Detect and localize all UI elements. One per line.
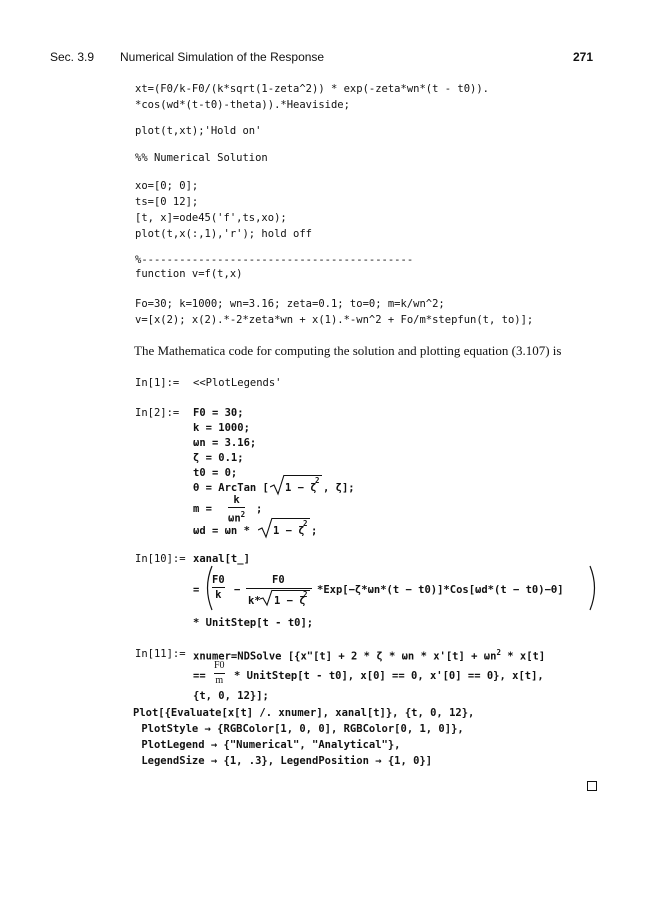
code-line: {t, 0, 12}];: [193, 690, 269, 702]
code-separator: %-------------------------------------------: [135, 254, 414, 266]
code-line: ζ = 0.1;: [193, 452, 244, 464]
code-line: ωn = 3.16;: [193, 437, 257, 449]
code-line: xnumer=NDSolve [{x"[t] + $2 * \zeta * \omega n * x'[t] + \omega n^2 * x[t]$: [193, 648, 546, 663]
sqrt-sign: [260, 589, 274, 607]
body-text: The Mathematica code for computing the solution and plotting equation (3.107) is: [134, 343, 562, 358]
code-line: * UnitStep[t - t0];: [193, 617, 314, 629]
page-number: 271: [573, 50, 594, 64]
sqrt-sign: [270, 474, 286, 496]
sqrt-sign: [258, 517, 274, 539]
theta-rhs: , ζ];: [323, 482, 355, 494]
end-box-icon: [587, 781, 597, 791]
code-line: xo=[0; 0];: [135, 180, 199, 192]
code-line: plot(t,xt);'Hold on': [135, 125, 262, 137]
numerator: F0: [214, 660, 225, 671]
minus-sign: −: [234, 584, 241, 596]
numerator: k: [233, 494, 240, 506]
wd-radicand: 1 − ζ: [273, 525, 305, 537]
numerator: F0: [272, 574, 285, 586]
m-semi: ;: [256, 503, 263, 515]
code-line: LegendSize → {1, .3}, LegendPosition → {1, 0}]: [135, 755, 433, 767]
superscript: 2: [303, 519, 308, 528]
superscript: 2: [303, 590, 308, 599]
theta-radicand: 1 − ζ: [285, 482, 317, 494]
code-line: Fo=30; k=1000; wn=3.16; zeta=0.1; to=0; m=k/wn^2;: [135, 298, 445, 310]
wd-lhs: ωd = ωn *: [193, 525, 250, 537]
denominator: k: [215, 589, 222, 601]
section-label: Sec. 3.9: [50, 50, 95, 64]
code-line: xt=(F0/k-F0/(k*sqrt(1-zeta^2)) * exp(-zeta*wn*(t - t0)).: [135, 83, 490, 95]
right-paren: [588, 565, 600, 611]
code-line: PlotStyle → {RGBColor[1, 0, 0], RGBColor[0, 1, 0]},: [135, 723, 464, 735]
superscript: 2: [315, 476, 320, 485]
fraction: [228, 494, 245, 525]
code-line: <<PlotLegends': [193, 377, 282, 389]
denominator-prefix: k*: [248, 595, 261, 607]
code-line: F0 = 30;: [193, 407, 244, 419]
double-equals: ==: [193, 670, 206, 682]
numerator: F0: [212, 574, 225, 586]
wd-semi: ;: [311, 525, 318, 537]
fraction: [212, 574, 225, 601]
code-line: v=[x(2); x(2).*-2*zeta*wn + x(1).*-wn^2 + Fo/m*stepfun(t, to)];: [135, 314, 534, 326]
denominator: $\omega n^2$: [228, 510, 246, 525]
code-line: PlotLegend → {"Numerical", "Analytical"},: [135, 739, 401, 751]
radicand: 1 − ζ: [274, 595, 306, 607]
code-line: k = 1000;: [193, 422, 250, 434]
equals-sign: =: [193, 584, 200, 596]
input-label: In[2]:=: [135, 407, 180, 419]
denominator: m: [215, 675, 224, 686]
code-line: ts=[0 12];: [135, 196, 199, 208]
fraction: [214, 660, 225, 687]
input-label: In[10]:=: [135, 553, 186, 565]
theta-lhs: θ = ArcTan [: [193, 482, 269, 494]
code-comment: %% Numerical Solution: [135, 152, 268, 164]
running-title: Numerical Simulation of the Response: [120, 50, 325, 64]
code-line: plot(t,x(:,1),'r'); hold off: [135, 228, 313, 240]
m-lhs: m =: [193, 503, 212, 515]
code-line: * UnitStep[t - t0], x[0] == 0, x'[0] == 0}, x[t],: [234, 670, 544, 682]
code-line: xanal[t_]: [193, 553, 250, 565]
code-line: *cos(wd*(t-t0)-theta)).*Heaviside;: [135, 99, 350, 111]
fraction-bar: [212, 587, 225, 588]
input-label: In[1]:=: [135, 377, 180, 389]
fraction-bar: [214, 673, 225, 674]
code-line: t0 = 0;: [193, 467, 238, 479]
input-label: In[11]:=: [135, 648, 186, 660]
code-line: [t, x]=ode45('f',ts,xo);: [135, 212, 287, 224]
exp-term: *Exp[−ζ*ωn*(t − t0)]*Cos[ωd*(t − t0)−θ]: [317, 584, 564, 596]
fraction-bar: [246, 588, 312, 589]
code-line: Plot[{Evaluate[x[t] /. xnumer], xanal[t]}, {t, 0, 12},: [133, 707, 475, 719]
code-line: function v=f(t,x): [135, 268, 243, 280]
fraction-bar: [228, 507, 245, 508]
